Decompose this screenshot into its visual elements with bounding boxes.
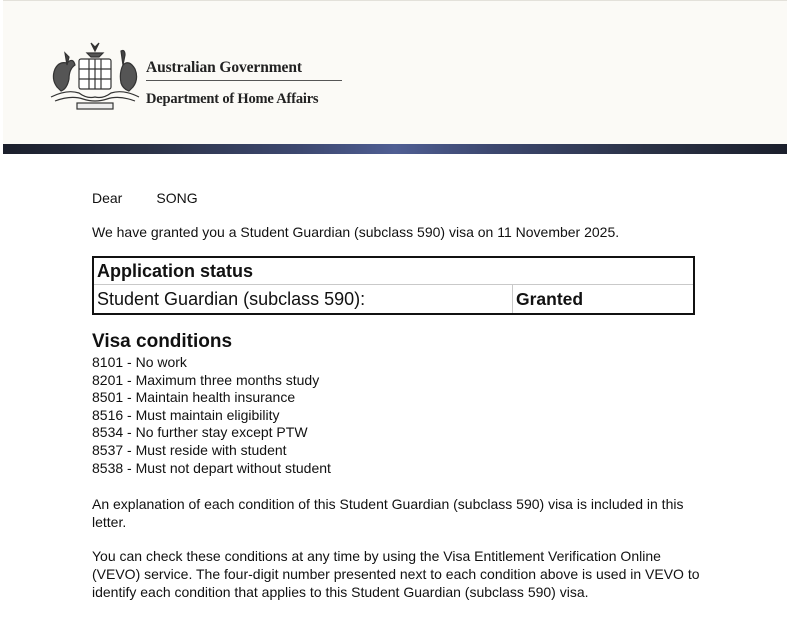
salutation: [92, 188, 702, 208]
explanation-paragraph: An explanation of each condition of this Student Guardian (subclass 590) visa is included in this letter.: [92, 496, 684, 531]
coat-of-arms-icon: [47, 39, 143, 111]
condition-item: 8501 - Maintain health insurance: [92, 389, 296, 406]
government-name: Australian Government: [146, 59, 302, 76]
header-band: [3, 144, 787, 154]
letterhead: [3, 0, 787, 145]
letter-body: [92, 188, 702, 601]
application-status-table: [92, 256, 695, 315]
condition-item: 8534 - No further stay except PTW: [92, 424, 308, 441]
condition-item: 8538 - Must not depart without student: [92, 459, 331, 476]
conditions-title: Visa conditions: [92, 331, 233, 352]
condition-item: 8537 - Must reside with student: [92, 441, 287, 458]
wordmark-divider: [146, 80, 342, 81]
grant-sentence: We have granted you a Student Guardian (subclass 590) visa on 11 November 2025.: [92, 224, 620, 240]
salutation-word: Dear: [92, 190, 123, 206]
status-heading: Application status: [97, 260, 254, 281]
visa-label: Student Guardian (subclass 590):: [93, 285, 513, 315]
recipient-name: SONG: [156, 190, 198, 206]
conditions-list: [92, 354, 702, 477]
department-name: Department of Home Affairs: [146, 91, 319, 107]
condition-item: 8101 - No work: [92, 354, 187, 370]
government-wordmark: [146, 57, 346, 109]
condition-item: 8516 - Must maintain eligibility: [92, 406, 280, 423]
status-value: Granted: [513, 285, 695, 315]
vevo-paragraph: You can check these conditions at any time by using the Visa Entitlement Verification Online (VEVO) service. The four-digit number presented next to each condition above is used in VEVO to identify each condition that applies to this Student Guardian (subclass 590) visa.: [92, 548, 700, 601]
condition-item: 8201 - Maximum three months study: [92, 371, 320, 388]
